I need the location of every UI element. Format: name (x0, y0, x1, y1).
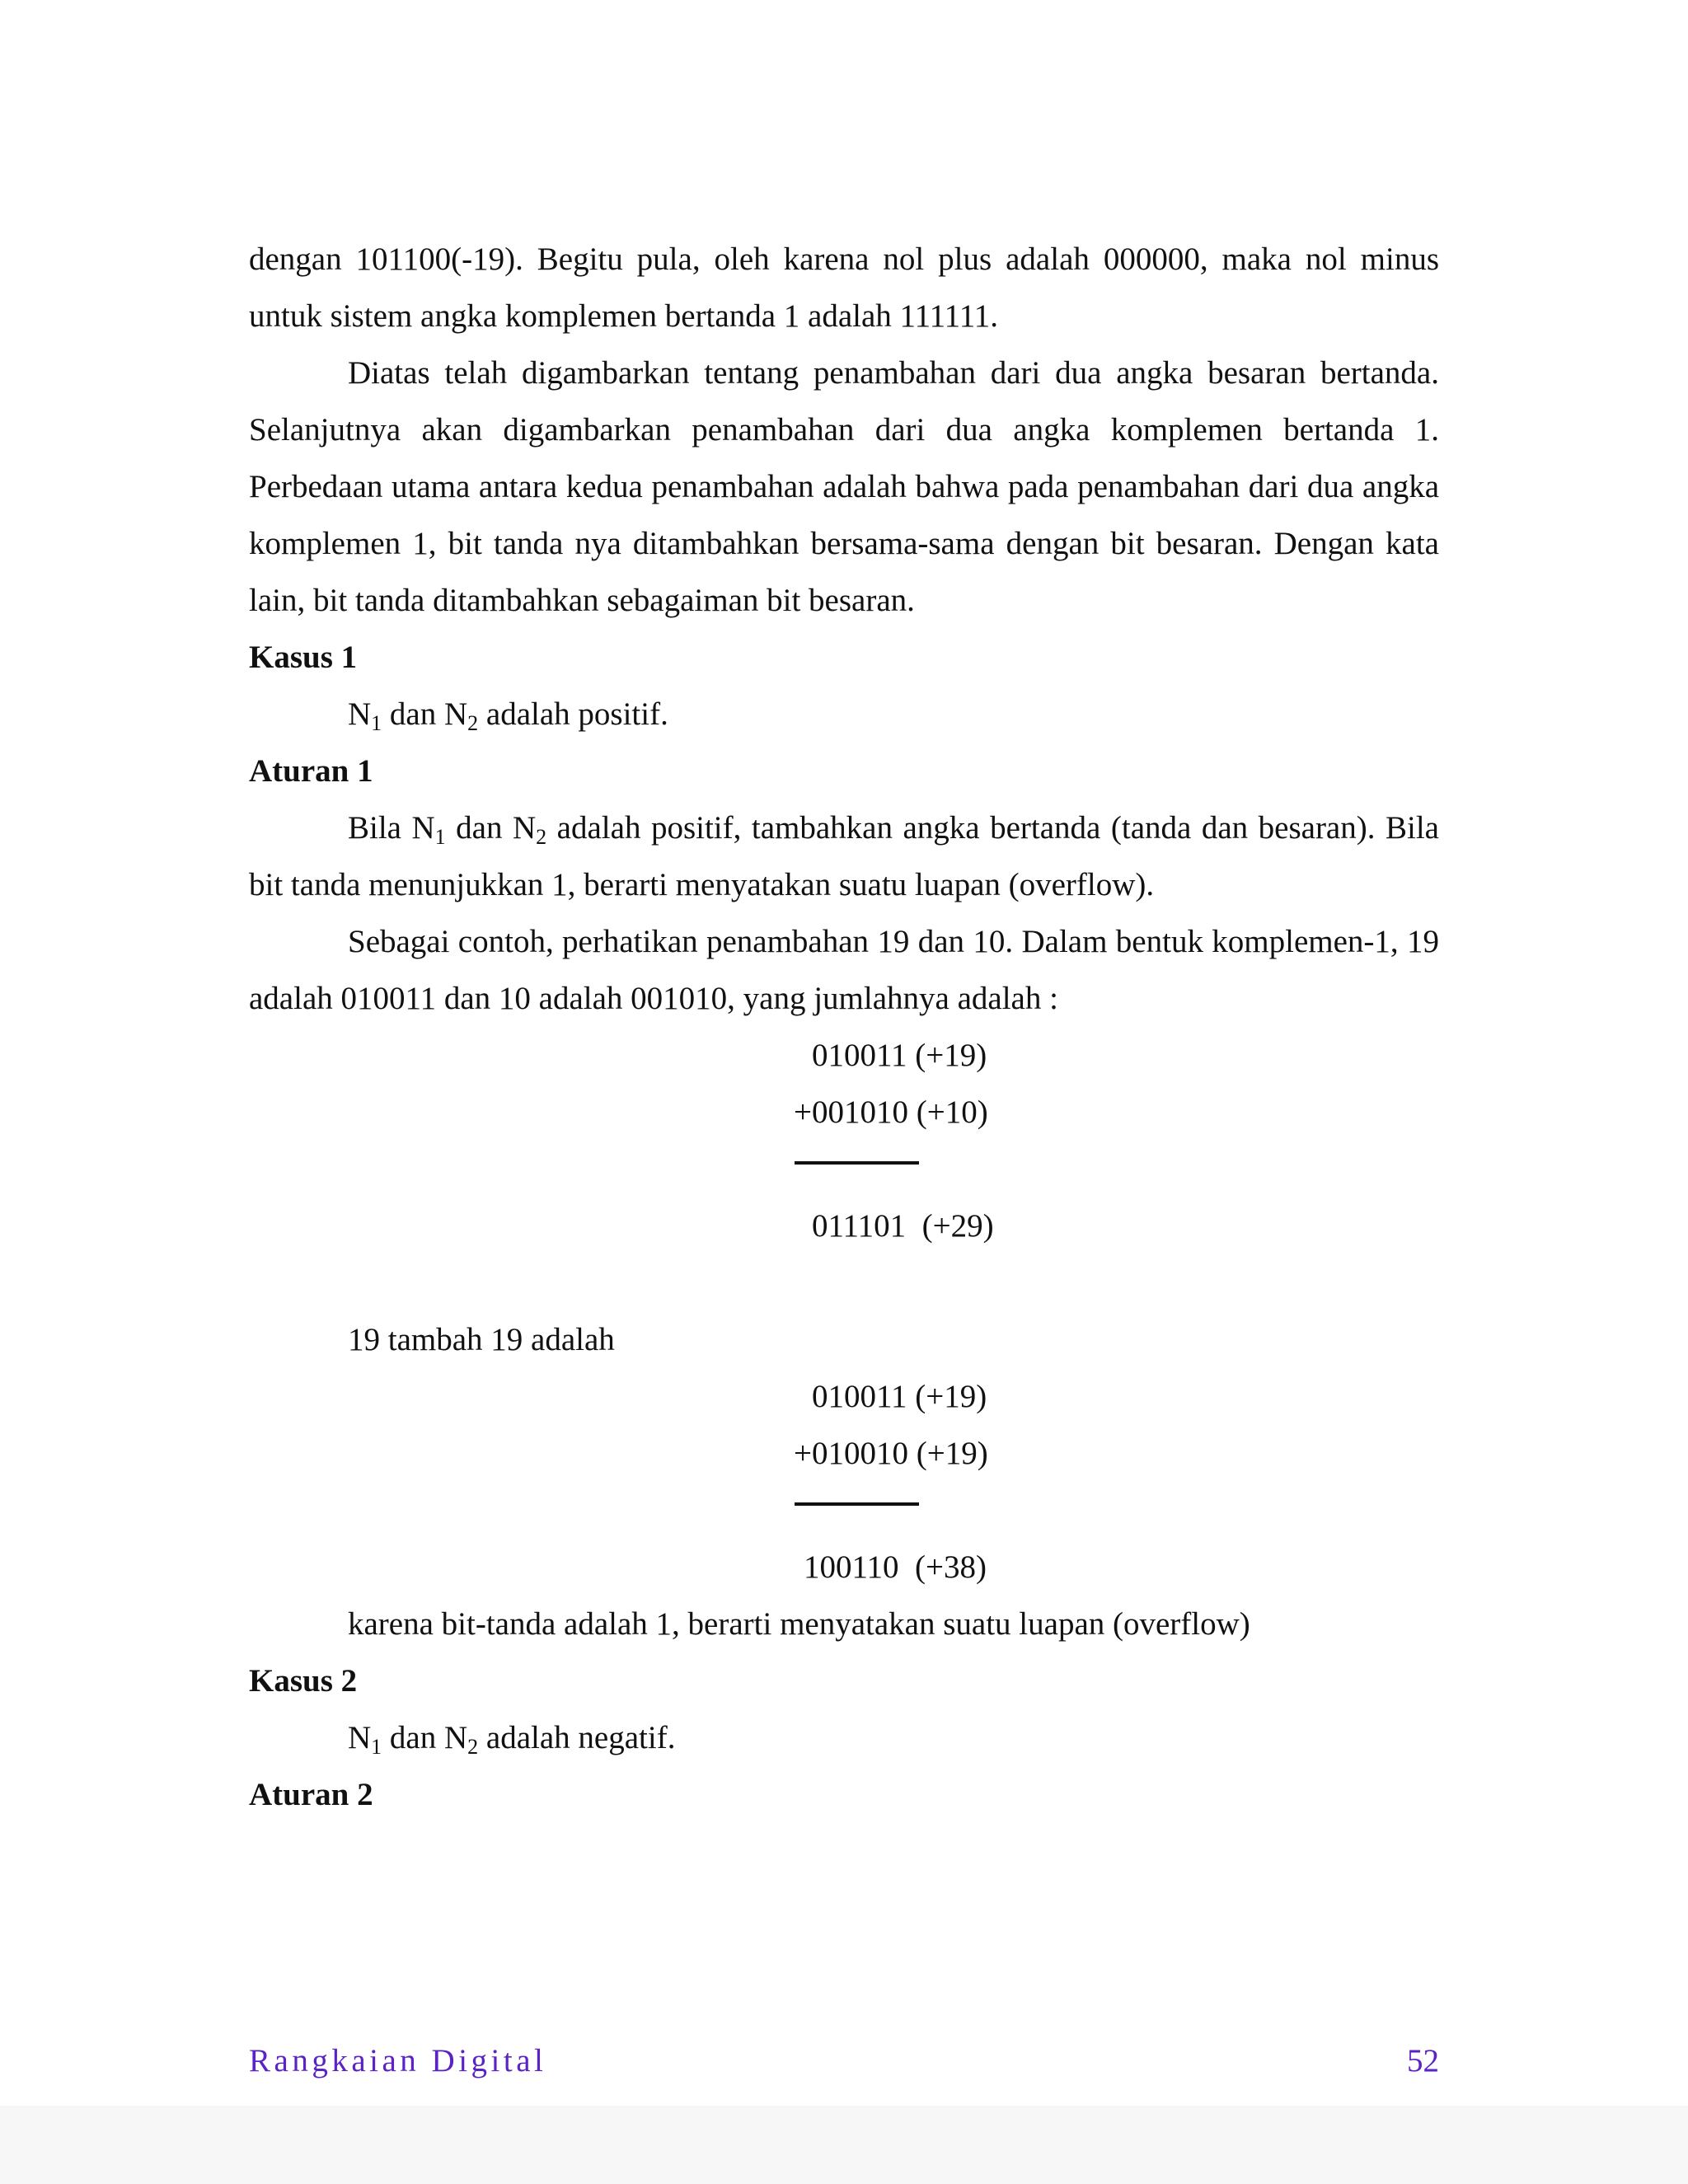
heading-kasus-2: Kasus 2 (249, 1663, 358, 1699)
kasus-2-rest: adalah negatif. (478, 1720, 676, 1755)
kasus-1-n: N (348, 696, 372, 732)
footer-book-title: Rangkaian Digital (249, 2043, 547, 2079)
example-1-line-2 (249, 1084, 1439, 1141)
kasus-2-subscript-1: 1 (371, 1735, 382, 1759)
heading-kasus-1: Kasus 1 (249, 640, 358, 675)
example-1-sum-rule (249, 1141, 1439, 1197)
aturan-1-subscript-1: 1 (434, 825, 446, 849)
kasus-2-dan: dan N (382, 1720, 468, 1755)
kasus-1-dan: dan N (382, 696, 468, 732)
example-2-operand-1: 010011 (+19) (812, 1379, 987, 1414)
aturan-1-statement (249, 799, 1439, 913)
example-2-note: karena bit-tanda adalah 1, berarti menyatakan suatu luapan (overflow) (348, 1606, 1250, 1642)
page-body (249, 231, 1439, 1823)
example-2-result-line (249, 1539, 1439, 1596)
kasus-2-statement (348, 1709, 1439, 1766)
example-2-intro: 19 tambah 19 adalah (348, 1322, 615, 1357)
example-2-line-1 (249, 1368, 1439, 1425)
example-2-operand-2: +010010 (+19) (794, 1436, 988, 1471)
footer-page-number: 52 (1407, 2043, 1439, 2079)
example-1-result-line (249, 1197, 1439, 1254)
example-1-line-1 (249, 1027, 1439, 1084)
paragraph-intro: dengan 101100(-19). Begitu pula, oleh karena nol plus adalah 000000, maka nol minus untuk sistem angka komplemen bertanda 1 adalah 111111. (249, 241, 1439, 334)
example-1-intro: Sebagai contoh, perhatikan penambahan 19 dan 10. Dalam bentuk komplemen-1, 19 adalah 010011 dan 10 adalah 001010, yang jumlahnya adalah : (249, 924, 1439, 1016)
kasus-1-subscript-2: 2 (467, 711, 479, 735)
example-1-result: 011101 (+29) (812, 1208, 994, 1244)
example-2-sum-rule (249, 1482, 1439, 1539)
aturan-1-bila: Bila N (348, 810, 435, 846)
spacer (249, 1254, 1439, 1311)
heading-aturan-2: Aturan 2 (249, 1777, 373, 1812)
kasus-1-statement (348, 686, 1439, 743)
aturan-1-rest: adalah positif, tambahkan angka bertanda (tanda dan besaran). Bila bit tanda menunjukkan 1, berarti menyatakan suatu luapan (overflow). (249, 810, 1439, 902)
kasus-1-rest: adalah positif. (478, 696, 668, 732)
paragraph-explanation: Diatas telah digambarkan tentang penambahan dari dua angka besaran bertanda. Selanjutnya akan digambarkan penambahan dari dua angka komplemen bertanda 1. Perbedaan utama antara kedua penambahan adalah bahwa pada penambahan dari dua angka komplemen 1, bit tanda nya ditambahkan bersama-sama dengan bit besaran. Dengan kata lain, bit tanda ditambahkan sebagaiman bit besaran. (249, 355, 1439, 618)
example-2-result: 100110 (+38) (804, 1549, 987, 1585)
example-2-line-2 (249, 1425, 1439, 1482)
example-1-operand-1: 010011 (+19) (812, 1038, 987, 1073)
sum-line (795, 1502, 919, 1506)
sum-line (795, 1161, 919, 1165)
kasus-1-subscript-1: 1 (371, 711, 382, 735)
example-1-operand-2: +001010 (+10) (794, 1094, 988, 1130)
heading-aturan-1: Aturan 1 (249, 753, 373, 789)
kasus-2-subscript-2: 2 (467, 1735, 479, 1759)
aturan-1-subscript-2: 2 (536, 825, 547, 849)
page-bottom-margin (0, 2106, 1688, 2184)
aturan-1-dan: dan N (445, 810, 537, 846)
kasus-2-n: N (348, 1720, 372, 1755)
